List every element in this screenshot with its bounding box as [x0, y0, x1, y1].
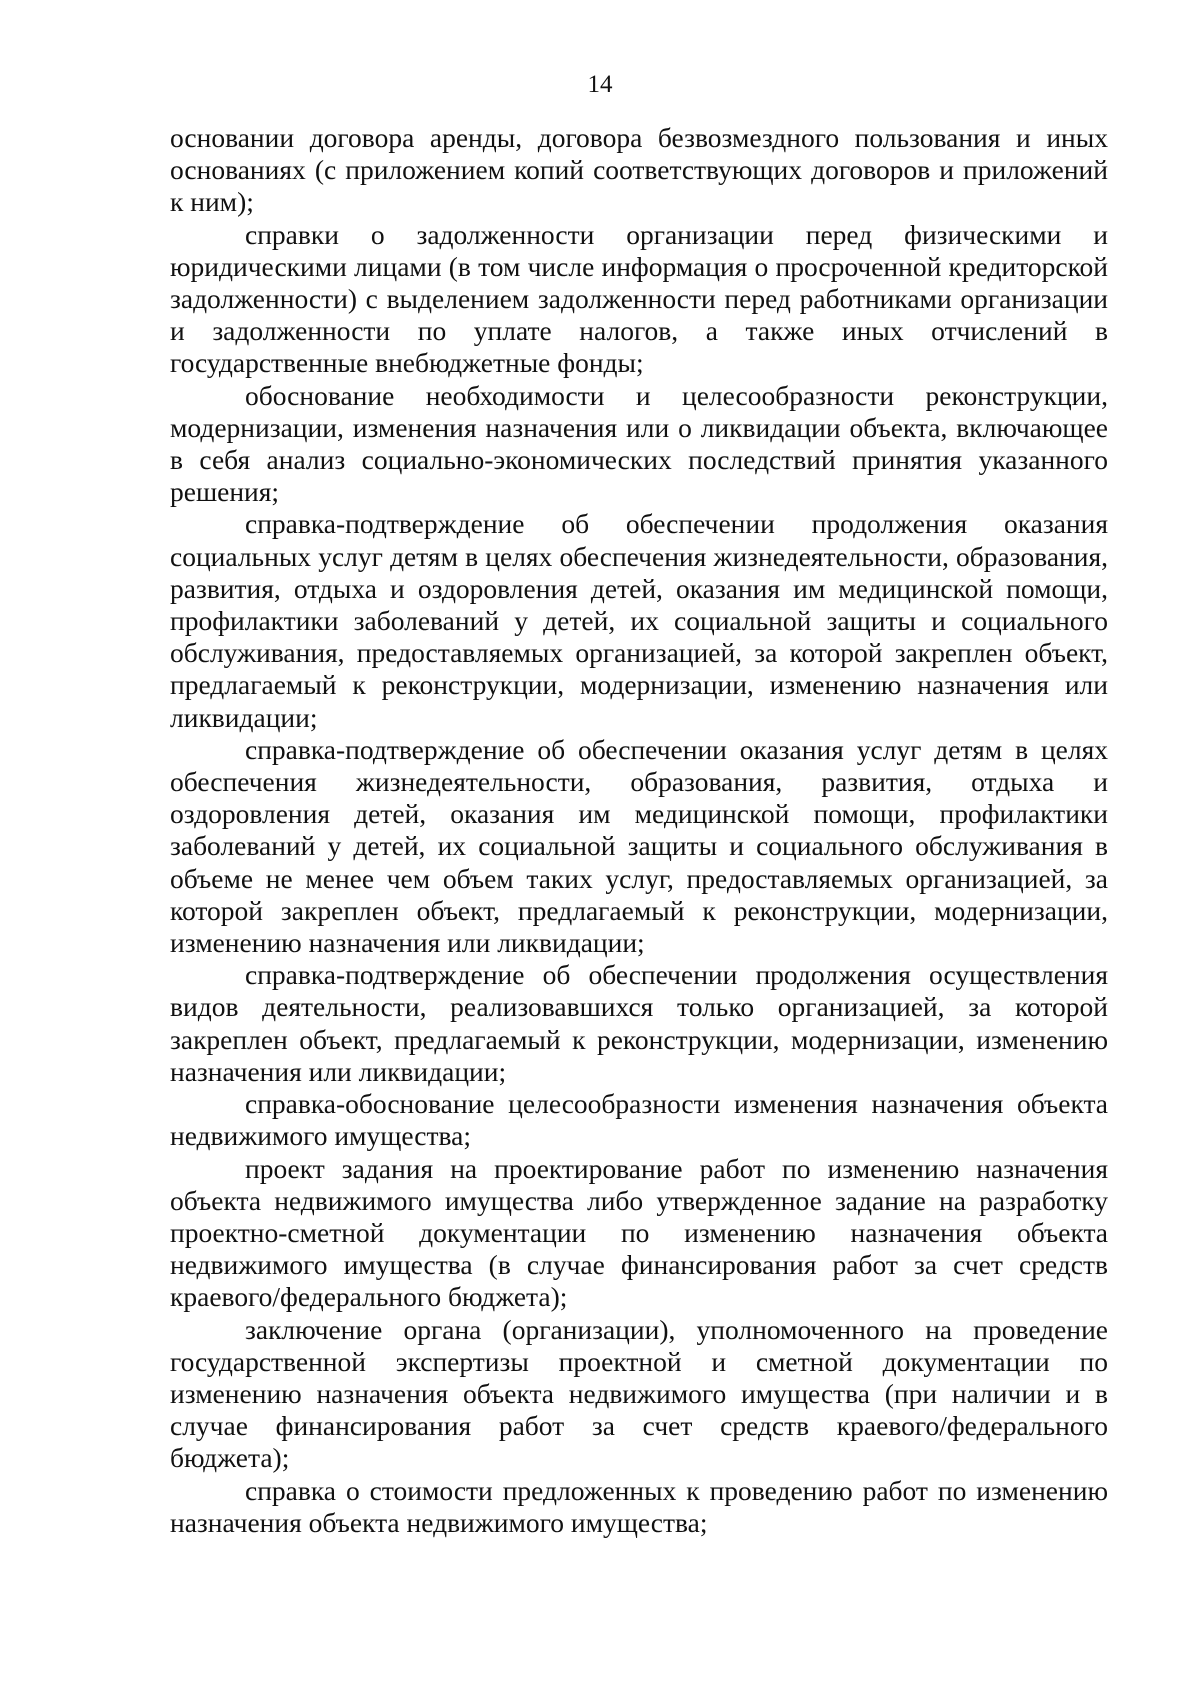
- paragraph-6: справка-подтверждение об обеспечении продолжения осуществления видов деятельности, реализовавшихся только организацией, за которой закреплен объект, предлагаемый к реконструкции, модернизации, изменению назначения или ликвидации;: [170, 959, 1108, 1087]
- page-number: 14: [587, 71, 613, 98]
- paragraph-5: справка-подтверждение об обеспечении оказания услуг детям в целях обеспечения жизнедеятельности, образования, развития, отдыха и оздоровления детей, оказания им медицинской помощи, профилактики заболеваний у детей, их социальной защиты и социального обслуживания в объеме не менее чем объем таких услуг, предоставляемых организацией, за которой закреплен объект, предлагаемый к реконструкции, модернизации, изменению назначения или ликвидации;: [170, 733, 1108, 959]
- paragraph-2: справки о задолженности организации перед физическими и юридическими лицами (в том числе информация о просроченной кредиторской задолженности) с выделением задолженности перед работниками организации и задолженности по уплате налогов, а также иных отчислений в государственные внебюджетные фонды;: [170, 218, 1108, 379]
- document-body: [170, 122, 1108, 1539]
- paragraph-8: проект задания на проектирование работ по изменению назначения объекта недвижимого имущества либо утвержденное задание на разработку проектно-сметной документации по изменению назначения объекта недвижимого имущества (в случае финансирования работ за счет средств краевого/федерального бюджета);: [170, 1152, 1108, 1313]
- paragraph-9: заключение органа (организации), уполномоченного на проведение государственной экспертизы проектной и сметной документации по изменению назначения объекта недвижимого имущества (при наличии и в случае финансирования работ за счет средств краевого/федерального бюджета);: [170, 1313, 1108, 1474]
- paragraph-1: основании договора аренды, договора безвозмездного пользования и иных основаниях (с приложением копий соответствующих договоров и приложений к ним);: [170, 122, 1108, 218]
- paragraph-10: справка о стоимости предложенных к проведению работ по изменению назначения объекта недвижимого имущества;: [170, 1474, 1108, 1538]
- paragraph-7: справка-обоснование целесообразности изменения назначения объекта недвижимого имущества;: [170, 1088, 1108, 1152]
- paragraph-4: справка-подтверждение об обеспечении продолжения оказания социальных услуг детям в целях обеспечения жизнедеятельности, образования, развития, отдыха и оздоровления детей, оказания им медицинской помощи, профилактики заболеваний у детей, их социальной защиты и социального обслуживания, предоставляемых организацией, за которой закреплен объект, предлагаемый к реконструкции, модернизации, изменению назначения или ликвидации;: [170, 508, 1108, 733]
- paragraph-3: обоснование необходимости и целесообразности реконструкции, модернизации, изменения назначения или о ликвидации объекта, включающее в себя анализ социально-экономических последствий принятия указанного решения;: [170, 379, 1108, 508]
